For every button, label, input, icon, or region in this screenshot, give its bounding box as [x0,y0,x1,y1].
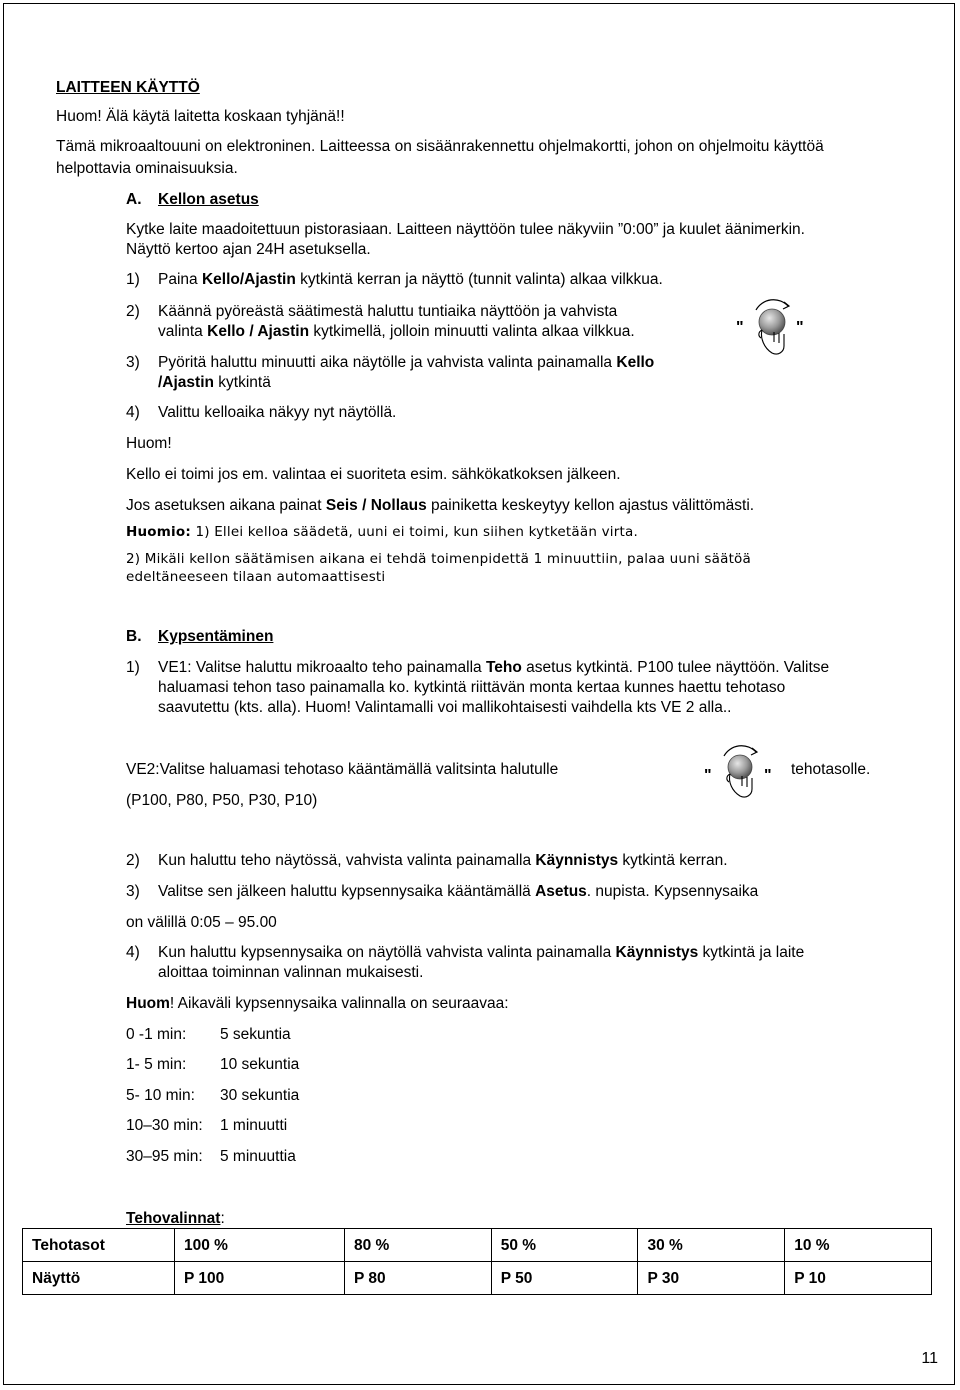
table-cell: 30 % [638,1229,785,1262]
b-step-4-line-2: aloittaa toiminnan valinnan mukaisesti. [158,964,424,981]
power-heading: Tehovalinnat: [126,1210,225,1227]
section-a-letter: A. [126,191,142,208]
note-line-1: Kello ei toimi jos em. valintaa ei suoriteta esim. sähkökatkoksen jälkeen. [126,466,621,483]
interval-step: 1 minuutti [220,1117,288,1134]
huomio-line-3: edeltäneeseen tilaan automaattisesti [126,569,386,585]
interval-range: 5- 10 min: [126,1087,195,1104]
table-cell: Näyttö [23,1262,175,1295]
power-table [22,1228,932,1295]
page-title: LAITTEEN KÄYTTÖ [56,79,200,96]
section-b-heading: Kypsentäminen [158,628,274,645]
knob-quote-right: " [796,319,804,336]
knob-quote-left: " [704,767,712,784]
intro-line-2: helpottavia ominaisuuksia. [56,160,238,177]
b-step-3-number: 3) [126,883,140,900]
interval-step: 5 sekuntia [220,1026,291,1043]
huomio-line-2: 2) Mikäli kellon säätämisen aikana ei tehdä toimenpidettä 1 minuuttiin, palaa uuni säätöä [126,551,751,567]
b-step-4-line-1: Kun haluttu kypsennysaika on näytöllä vahvista valinta painamalla Käynnistys kytkintä ja laite [158,944,805,961]
interval-intro: Huom! Aikaväli kypsennysaika valinnalla on seuraavaa: [126,995,509,1012]
table-cell: 10 % [785,1229,932,1262]
b-step-1-line-2: haluamasi tehon taso painamalla ko. kytkintä riittävän monta kertaa kunnes haettu tehotaso [158,679,786,696]
b-step-2-number: 2) [126,852,140,869]
table-row [23,1229,932,1262]
table-cell: P 10 [785,1262,932,1295]
step-4-text: Valittu kelloaika näkyy nyt näytöllä. [158,404,397,421]
table-row [23,1262,932,1295]
table-cell: P 80 [344,1262,491,1295]
b-step-1-line-3: saavutettu (kts. alla). Huom! Valintamalli voi mallikohtaisesti vaihdella kts VE 2 alla.. [158,699,732,716]
table-cell: 80 % [344,1229,491,1262]
interval-range: 0 -1 min: [126,1026,187,1043]
interval-range: 30–95 min: [126,1148,203,1165]
step-1-number: 1) [126,271,140,288]
rotary-knob-hand-icon [700,744,784,800]
b-step-3-range: on välillä 0:05 – 95.00 [126,914,277,931]
interval-step: 5 minuuttia [220,1148,296,1165]
interval-step: 30 sekuntia [220,1087,300,1104]
b-step-2-text: Kun haluttu teho näytössä, vahvista valinta painamalla Käynnistys kytkintä kerran. [158,852,728,869]
table-cell: P 100 [175,1262,345,1295]
step-2-line-2: valinta Kello / Ajastin kytkimellä, jolloin minuutti valinta alkaa vilkkua. [158,323,635,340]
huomio-line-1: Huomio: 1) Ellei kelloa säädetä, uuni ei toimi, kun siihen kytketään virta. [126,524,638,540]
note-line-2: Jos asetuksen aikana painat Seis / Nollaus painiketta keskeytyy kellon ajastus välittömästi. [126,497,755,514]
knob-quote-right: " [764,767,772,784]
interval-range: 1- 5 min: [126,1056,187,1073]
ve2-suffix: tehotasolle. [791,761,871,778]
section-a-heading: Kellon asetus [158,191,259,208]
table-cell: 100 % [175,1229,345,1262]
interval-step: 10 sekuntia [220,1056,300,1073]
knob-quote-left: " [736,319,744,336]
table-cell: Tehotasot [23,1229,175,1262]
b-step-1-number: 1) [126,659,140,676]
table-cell: P 30 [638,1262,785,1295]
step-2-line-1: Käännä pyöreästä säätimestä haluttu tuntiaika näyttöön ja vahvista [158,303,618,320]
step-2-number: 2) [126,303,140,320]
table-cell: 50 % [491,1229,638,1262]
table-cell: P 50 [491,1262,638,1295]
step-3-line-2: /Ajastin kytkintä [158,374,271,391]
rotary-knob-hand-icon [734,296,814,358]
b-step-1-line-1: VE1: Valitse haluttu mikroaalto teho painamalla Teho asetus kytkintä. P100 tulee näyttöön. Valitse [158,659,830,676]
section-a-para-line-1: Kytke laite maadoitettuun pistorasiaan. Laitteen näyttöön tulee näkyviin ”0:00” ja kuulet äänimerkin. [126,221,805,238]
note-label: Huom! [126,435,172,452]
ve2-options: (P100, P80, P50, P30, P10) [126,792,318,809]
step-4-number: 4) [126,404,140,421]
section-b-letter: B. [126,628,142,645]
step-3-line-1: Pyöritä haluttu minuutti aika näytölle ja vahvista valinta painamalla Kello [158,354,655,371]
step-1-text: Paina Kello/Ajastin kytkintä kerran ja näyttö (tunnit valinta) alkaa vilkkua. [158,271,663,288]
intro-line-1: Tämä mikroaaltouuni on elektroninen. Laitteessa on sisäänrakennettu ohjelmakortti, johon on ohjelmoitu käyttöä [56,138,824,155]
b-step-3-text: Valitse sen jälkeen haluttu kypsennysaika kääntämällä Asetus. nupista. Kypsennysaika [158,883,759,900]
step-3-number: 3) [126,354,140,371]
section-a-para-line-2: Näyttö kertoo ajan 24H asetuksella. [126,241,371,258]
page-number: 11 [921,1350,938,1367]
ve2-text: VE2:Valitse haluamasi tehotaso kääntämällä valitsinta halutulle [126,761,559,778]
interval-range: 10–30 min: [126,1117,203,1134]
warning-text: Huom! Älä käytä laitetta koskaan tyhjänä!! [56,108,345,125]
b-step-4-number: 4) [126,944,140,961]
